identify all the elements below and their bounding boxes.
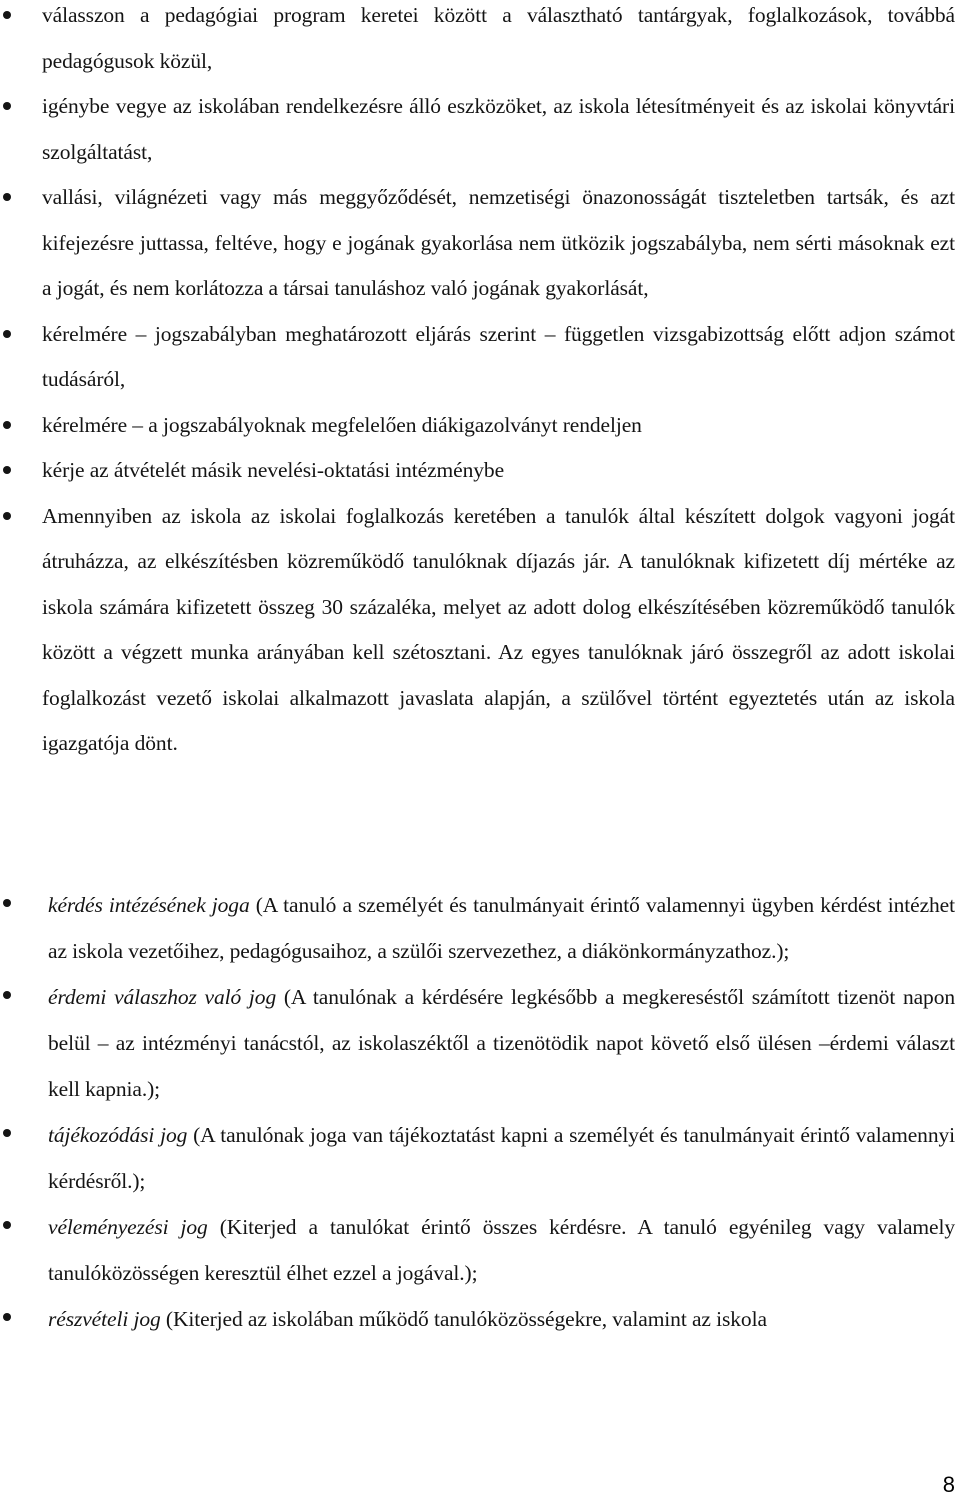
list-item	[0, 403, 955, 449]
bullet-icon	[3, 512, 11, 520]
right-description: (A tanuló a személyét és tanulmányait érintő valamennyi ügyben kérdést intézhet az iskola vezetőihez, pedagógusaihoz, a szülői szervezethez, a diákönkormányzathoz.);	[48, 893, 955, 963]
list-item-text: kérje az átvételét másik nevelési-oktatási intézménybe	[42, 458, 505, 482]
bullet-icon	[3, 1313, 11, 1321]
list-item	[0, 84, 955, 175]
list-item-text: vallási, világnézeti vagy más meggyőződését, nemzetiségi önazonosságát tiszteletben tartsák, és azt kifejezésre juttassa, feltéve, hogy e jogának gyakorlása nem ütközik jogszabályba, nem sérti másoknak ezt a jogát, és nem korlátozza a társai tanuláshoz való jogának gyakorlását,	[42, 185, 955, 300]
bullet-icon	[3, 466, 11, 474]
list-item	[0, 1296, 955, 1342]
right-description: (A tanulónak joga van tájékoztatást kapni a személyét és tanulmányait érintő valamennyi kérdésről.);	[48, 1123, 956, 1193]
right-description: (Kiterjed az iskolában működő tanulóközösségekre, valamint az iskola	[160, 1307, 767, 1331]
list-item-text: Amennyiben az iskola az iskolai foglalkozás keretében a tanulók által készített dolgok vagyoni jogát átruházza, az elkészítésben közreműködő tanulóknak díjazás jár. A tanulóknak kifizetett díj mértéke az iskola számára kifizetett összeg 30 százaléka, melyet az adott dolog elkészítésében közreműködő tanulók között a végzett munka arányában kell szétosztani. Az egyes tanulóknak járó összegről az adott iskolai foglalkozást vezető iskolai alkalmazott javaslata alapján, a szülővel történt egyeztetés után az iskola igazgatója dönt.	[42, 503, 955, 755]
right-description: (Kiterjed a tanulókat érintő összes kérdésre. A tanuló egyénileg vagy valamely tanulóközösségen keresztül élhet ezzel a jogával.);	[48, 1215, 955, 1285]
list-item	[0, 1204, 955, 1296]
list-item-text: igénybe vegye az iskolában rendelkezésre álló eszközöket, az iskola létesítményeit és az iskolai könyvtári szolgáltatást,	[42, 94, 955, 164]
bullet-icon	[3, 421, 11, 429]
list-item-text: kérelmére – a jogszabályoknak megfelelően diákigazolványt rendeljen	[42, 412, 642, 437]
bullet-icon	[3, 899, 11, 907]
bullet-icon	[3, 102, 11, 110]
list-item	[0, 494, 955, 767]
bullet-icon	[3, 11, 11, 19]
list-item	[0, 1112, 955, 1204]
bullet-icon	[3, 1221, 11, 1229]
list-item	[0, 312, 955, 403]
right-term: kérdés intézésének joga	[48, 893, 250, 917]
right-term: részvételi jog	[48, 1307, 161, 1331]
right-term: érdemi válaszhoz való jog	[48, 985, 277, 1009]
page-number: 8	[942, 1472, 955, 1497]
list-item	[0, 974, 955, 1112]
list-item	[0, 0, 955, 84]
list-item-text: válasszon a pedagógiai program keretei között a választható tantárgyak, foglalkozások, továbbá pedagógusok közül,	[42, 3, 955, 73]
bullet-icon	[3, 330, 11, 338]
bullet-icon	[3, 193, 11, 201]
list-item-text: kérelmére – jogszabályban meghatározott eljárás szerint – független vizsgabizottság előtt adjon számot tudásáról,	[42, 321, 955, 391]
rights-list-b	[0, 882, 955, 1342]
bullet-icon	[3, 1129, 11, 1137]
right-description: (A tanulónak a kérdésére legkésőbb a megkereséstől számított tizenöt napon belül – az intézményi tanácstól, az iskolaszéktől a tizenötödik napot követő első ülésen –érdemi választ kell kapnia.);	[48, 985, 955, 1101]
list-item	[0, 448, 955, 494]
right-term: tájékozódási jog	[48, 1123, 188, 1147]
list-item	[0, 175, 955, 312]
bullet-icon	[3, 991, 11, 999]
list-item	[0, 882, 955, 974]
right-term: véleményezési jog	[48, 1215, 208, 1239]
